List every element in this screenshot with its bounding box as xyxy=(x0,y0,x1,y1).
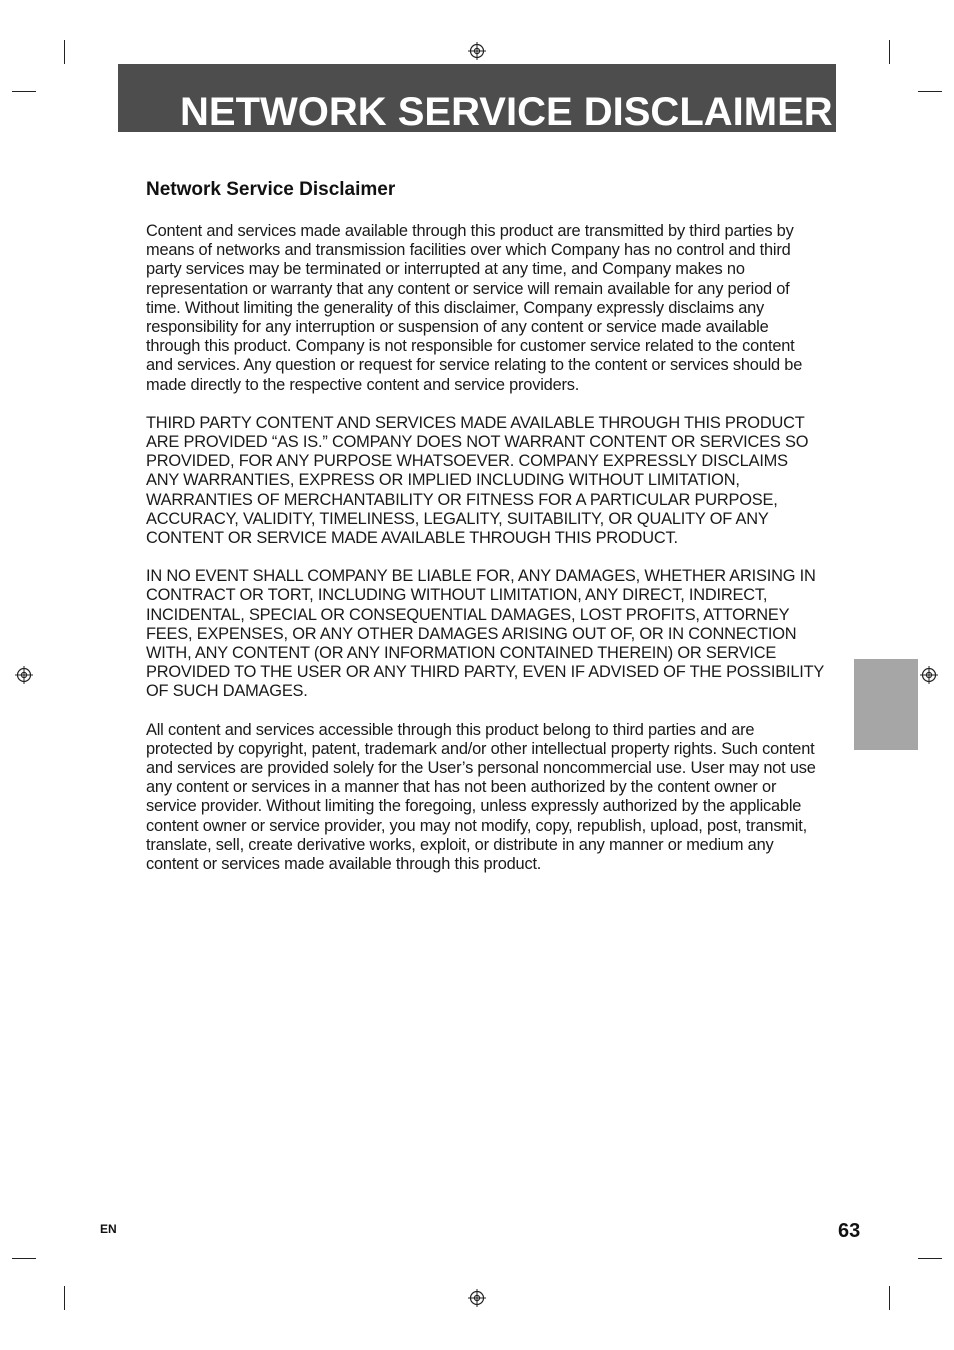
registration-mark-icon xyxy=(920,666,938,684)
crop-mark-bottom-right-vertical xyxy=(889,1286,890,1310)
section-side-tab xyxy=(854,659,918,750)
registration-mark-icon xyxy=(15,666,33,684)
disclaimer-content xyxy=(146,176,824,893)
crop-mark-top-right-horizontal xyxy=(918,91,942,92)
page-number: 63 xyxy=(838,1220,861,1242)
paragraph-liability: IN NO EVENT SHALL COMPANY BE LIABLE FOR, ANY DAMAGES, WHETHER ARISING IN CONTRACT OR TORT, INCLUDING WITHOUT LIMITATION, ANY DIRECT, INDIRECT, INCIDENTAL, SPECIAL OR CONSEQUENTIAL DAMAGES, LOST PROFITS, ATTORNEY FEES, EXPENSES, OR ANY OTHER DAMAGES ARISING OUT OF, OR IN CONNECTION WITH, ANY CONTENT (OR ANY INFORMATION CONTAINED THEREIN) OR SERVICE PROVIDED TO THE USER OR ANY THIRD PARTY, EVEN IF ADVISED OF THE POSSIBILITY OF SUCH DAMAGES. xyxy=(146,567,824,701)
language-label: EN xyxy=(100,1222,117,1236)
crop-mark-top-left-vertical xyxy=(64,40,65,64)
section-heading: Network Service Disclaimer xyxy=(146,179,396,200)
registration-mark-icon xyxy=(468,1289,486,1307)
crop-mark-bottom-left-vertical xyxy=(64,1286,65,1310)
page-title: NETWORK SERVICE DISCLAIMER xyxy=(180,90,833,132)
crop-mark-bottom-left-horizontal xyxy=(12,1258,36,1259)
paragraph-as-is-warranty: THIRD PARTY CONTENT AND SERVICES MADE AVAILABLE THROUGH THIS PRODUCT ARE PROVIDED “AS IS.” COMPANY DOES NOT WARRANT CONTENT OR SERVICES SO PROVIDED, FOR ANY PURPOSE WHATSOEVER. COMPANY EXPRESSLY DISCLAIMS ANY WARRANTIES, EXPRESS OR IMPLIED INCLUDING WITHOUT LIMITATION, WARRANTIES OF MERCHANTABILITY OR FITNESS FOR A PARTICULAR PURPOSE, ACCURACY, VALIDITY, TIMELINESS, LEGALITY, SUITABILITY, OR QUALITY OF ANY CONTENT OR SERVICE MADE AVAILABLE THROUGH THIS PRODUCT. xyxy=(146,413,809,548)
crop-mark-bottom-right-horizontal xyxy=(918,1258,942,1259)
title-banner xyxy=(118,64,836,132)
registration-mark-icon xyxy=(468,42,486,60)
crop-mark-top-right-vertical xyxy=(889,40,890,64)
paragraph-content-services: Content and services made available through this product are transmitted by third parties by means of networks and transmission facilities over which Company has no control and third party services may be terminated or interrupted at any time, and Company makes no representation or warranty that any content or service will remain available for any period of time. Without limiting the generality of this disclaimer, Company expressly disclaims any responsibility for any interruption or suspension of any content or service made available through this product. Company is not responsible for customer service related to the content and services. Any question or request for service relating to the content or services should be made directly to the respective content and service providers. xyxy=(146,222,803,394)
paragraph-intellectual-property: All content and services accessible through this product belong to third parties and are protected by copyright, patent, trademark and/or other intellectual property rights. Such content and services are provided solely for the User’s personal noncommercial use. User may not use any content or services in a manner that has not been authorized by the content owner or service provider. Without limiting the foregoing, unless expressly authorized by the applicable content owner or service provider, you may not modify, copy, republish, upload, post, transmit, translate, sell, create derivative works, exploit, or distribute in any manner or medium any content or services made available through this product. xyxy=(146,720,816,874)
crop-mark-top-left-horizontal xyxy=(12,91,36,92)
